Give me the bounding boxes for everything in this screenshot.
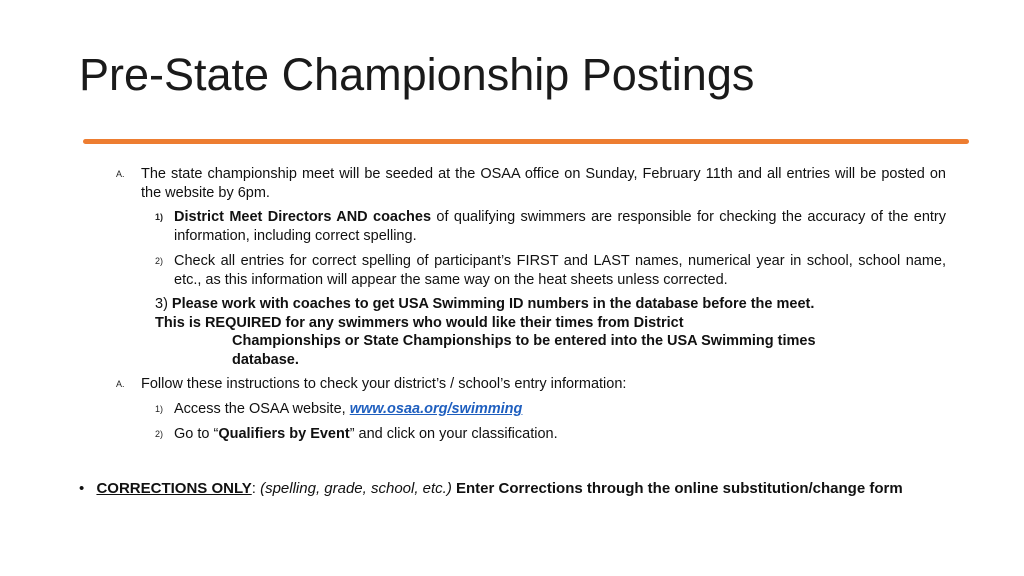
a2-item1-lead: Access the OSAA website, <box>174 401 350 417</box>
osaa-swimming-link[interactable]: www.osaa.org/swimming <box>349 401 523 417</box>
a2-item2-pre: Go to “ <box>174 426 219 442</box>
section-a1-text: The state championship meet will be seeded at the OSAA office on Sunday, February 11th and all entries will be posted on the website by 6pm. <box>141 166 946 201</box>
a2-item2-post: ” and click on your classification. <box>349 426 558 442</box>
corrections-bullet: • <box>79 480 85 497</box>
a2-item2-marker: 2) <box>155 429 164 439</box>
a1-note-line3: Championships or State Championships to be entered into the USA Swimming times <box>232 333 816 349</box>
corrections-line <box>79 479 903 498</box>
a2-item2-text <box>174 425 558 444</box>
slide-title: Pre-State Championship Postings <box>79 49 755 100</box>
corrections-instruction: Enter Corrections through the online substitution/change form <box>451 480 903 497</box>
a1-item2-text: Check all entries for correct spelling of participant’s FIRST and LAST names, numerical year in school, school name, etc., as this information will appear the same way on the heat sheets unless corrected. <box>174 253 946 288</box>
a1-note-prefix: 3) <box>155 296 172 312</box>
a1-item1-marker: 1) <box>155 212 164 222</box>
section-a2-marker: A. <box>116 379 125 389</box>
corrections-colon: : <box>251 480 261 497</box>
a1-note-line4: database. <box>232 352 299 368</box>
a2-item1-marker: 1) <box>155 404 164 414</box>
corrections-examples: (spelling, grade, school, etc.) <box>260 480 452 497</box>
a1-item1-rest: of qualifying swimmers are responsible for checking the accuracy of the entry information, including correct spelling. <box>174 209 946 244</box>
a2-item1-text <box>174 400 522 419</box>
a1-note-line1 <box>155 295 814 314</box>
a2-item2-bold: Qualifiers by Event <box>218 426 350 442</box>
a1-item1-bold: District Meet Directors AND coaches <box>174 209 432 225</box>
a1-note-line2: This is REQUIRED for any swimmers who would like their times from District <box>155 315 684 331</box>
corrections-label: CORRECTIONS ONLY <box>96 480 252 497</box>
a1-note-text1: Please work with coaches to get USA Swimming ID numbers in the database before the meet. <box>171 296 815 312</box>
a1-item2-marker: 2) <box>155 256 164 266</box>
a1-item1-text <box>174 208 946 246</box>
section-a2-text: Follow these instructions to check your district’s / school’s entry information: <box>141 376 627 392</box>
section-a1-marker: A. <box>116 169 125 179</box>
